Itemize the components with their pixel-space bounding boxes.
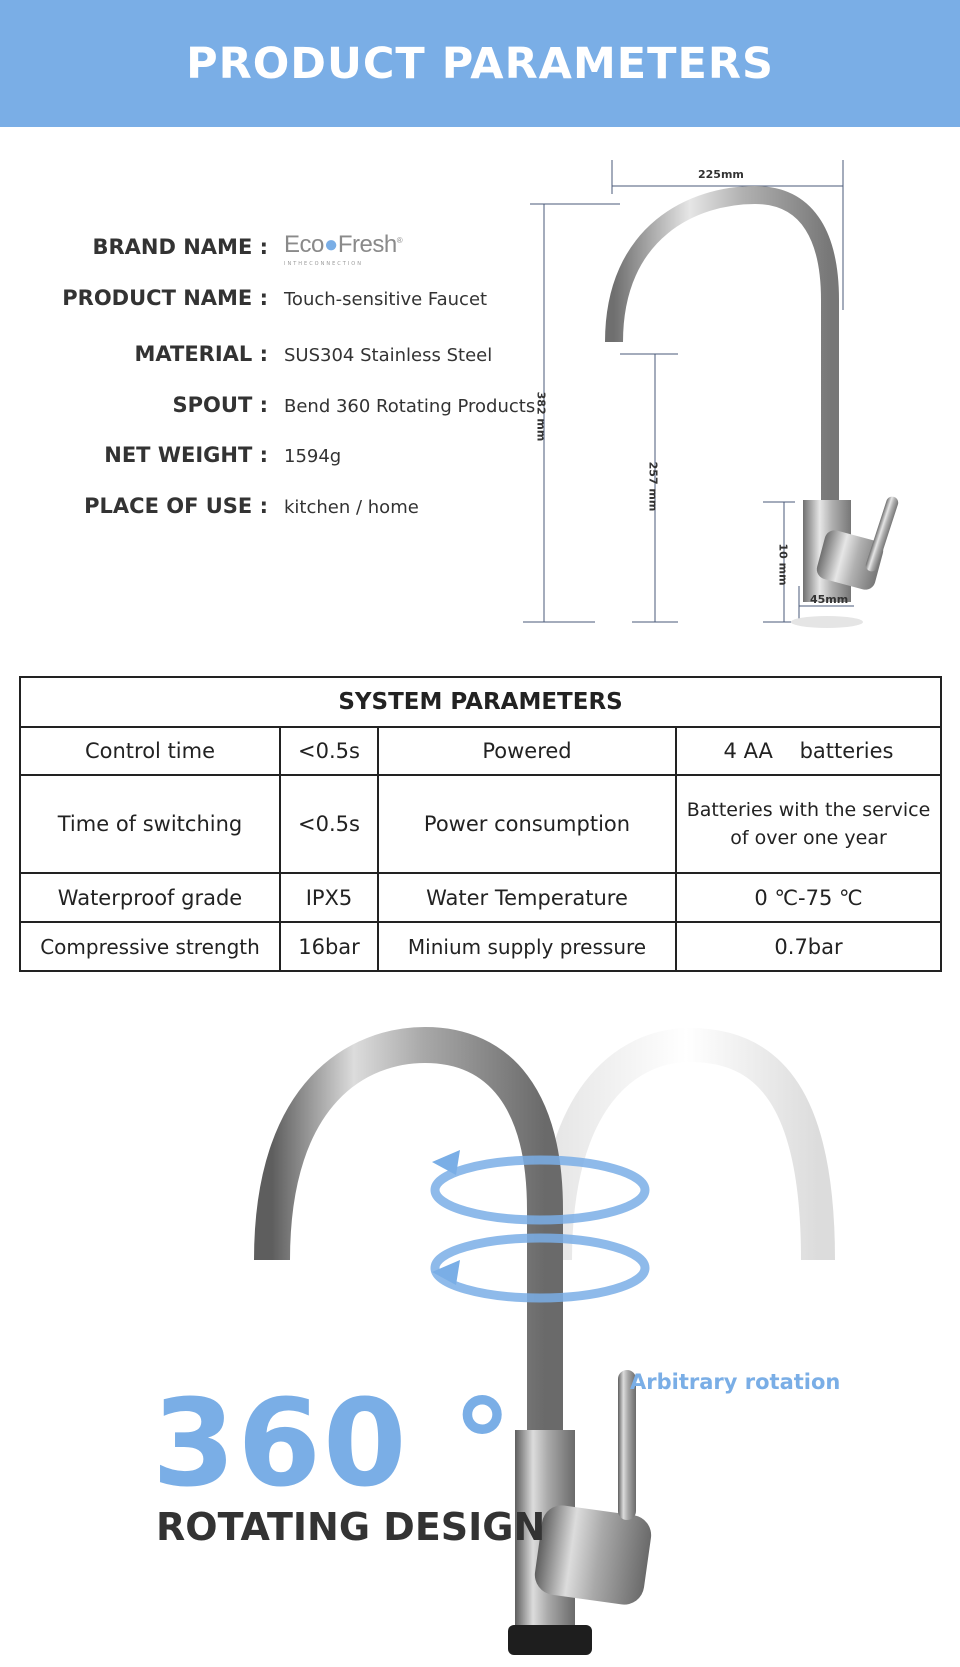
faucet-diagram-icon <box>520 150 940 640</box>
table-title: SYSTEM PARAMETERS <box>20 677 941 727</box>
table-cell: <0.5s <box>280 775 378 873</box>
table-cell: 4 AA batteries <box>676 727 941 775</box>
table-cell: Control time <box>20 727 280 775</box>
rotating-faucet-icon <box>0 1010 960 1663</box>
param-value: SUS304 Stainless Steel <box>284 345 493 366</box>
param-row-place-of-use <box>0 494 540 534</box>
dim-height-label: 382 mm <box>534 391 548 442</box>
table-cell: Batteries with the service of over one year <box>676 775 941 873</box>
rotation-caption: Arbitrary rotation <box>630 1370 841 1394</box>
table-row <box>20 727 941 775</box>
brand-logo: Eco●Fresh® <box>284 231 403 258</box>
rotation-subtitle: ROTATING DESIGN <box>156 1505 546 1549</box>
param-value: 1594g <box>284 446 342 467</box>
dim-spout-height-label: 257 mm <box>646 461 660 512</box>
table-cell: Power consumption <box>378 775 676 873</box>
table-cell: IPX5 <box>280 873 378 922</box>
param-row-spout <box>0 393 540 433</box>
param-key: BRAND NAME : <box>92 235 268 259</box>
param-key: PLACE OF USE : <box>84 494 268 518</box>
table-cell: Minium supply pressure <box>378 922 676 971</box>
table-cell: Time of switching <box>20 775 280 873</box>
table-cell: Waterproof grade <box>20 873 280 922</box>
param-key: SPOUT : <box>172 393 268 417</box>
table-cell: 16bar <box>280 922 378 971</box>
dim-base-width-label: 45mm <box>810 593 849 606</box>
table-row <box>20 775 941 873</box>
param-value: Bend 360 Rotating Products <box>284 396 536 417</box>
table-cell: Compressive strength <box>20 922 280 971</box>
brand-tagline: INTHECONNECTION <box>284 261 363 267</box>
param-value: Touch-sensitive Faucet <box>284 289 488 310</box>
page-title: PRODUCT PARAMETERS <box>186 38 774 89</box>
table-cell: Water Temperature <box>378 873 676 922</box>
param-value: kitchen / home <box>284 497 419 518</box>
table-cell: 0 ℃-75 ℃ <box>676 873 941 922</box>
table-cell: <0.5s <box>280 727 378 775</box>
param-row-material <box>0 342 540 382</box>
table-row <box>20 873 941 922</box>
param-row-brand <box>0 231 540 275</box>
param-row-product-name <box>0 286 540 326</box>
param-key: NET WEIGHT : <box>104 443 268 467</box>
table-cell: Powered <box>378 727 676 775</box>
rotation-illustration <box>0 1010 960 1663</box>
dim-width-label: 225mm <box>698 168 744 181</box>
param-key: MATERIAL : <box>134 342 268 366</box>
rotation-degrees: 360 ° <box>152 1375 515 1514</box>
system-parameters-table <box>19 676 942 972</box>
header-banner <box>0 0 960 127</box>
param-key: PRODUCT NAME : <box>62 286 268 310</box>
table-row <box>20 922 941 971</box>
dim-base-height-label: 10 mm <box>776 543 790 586</box>
param-row-net-weight <box>0 443 540 483</box>
dimension-diagram <box>520 150 940 640</box>
table-cell: 0.7bar <box>676 922 941 971</box>
